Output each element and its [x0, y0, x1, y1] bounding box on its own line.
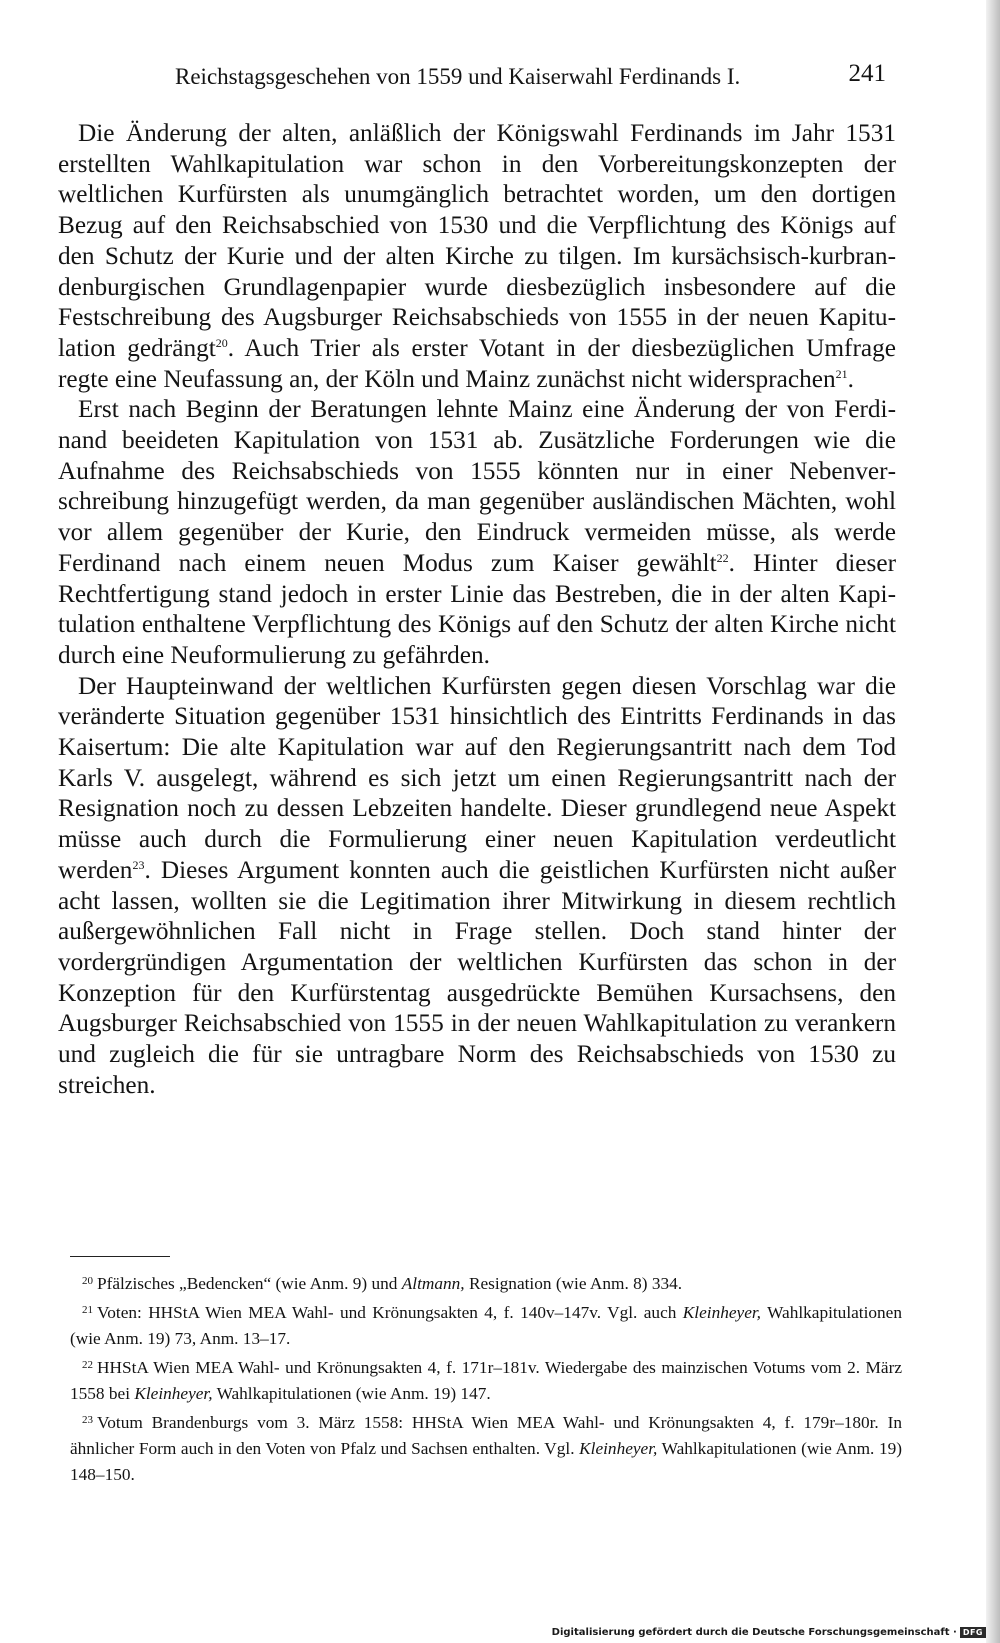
- footnote-text: Pfälzisches „Bedencken“ (wie Anm. 9) und: [97, 1274, 402, 1293]
- footnote-23: [70, 1407, 902, 1488]
- footnote-author: Kleinheyer,: [134, 1384, 213, 1403]
- footnote-number: 20: [82, 1275, 93, 1287]
- footnote-21: [70, 1297, 902, 1352]
- paragraph-text: Erst nach Beginn der Beratungen lehnte Mainz eine Änderung der von Ferdinand beeideten Kapitulation von 1531 ab. Zusätzliche Forderungen wie die Aufnahme des Reichsabschieds von 1555 könnten nur in einer Nebenverschreibung hinzugefügt werden, da man gegenüber ausländischen Mächten, wohl vor allem gegenüber der Kurie, den Eindruck vermeiden müsse, als werde Ferdinand nach einem neuen Modus zum Kaiser gewählt: [58, 395, 896, 577]
- page-number: 241: [848, 60, 886, 87]
- footnote-ref-21[interactable]: 21: [835, 366, 848, 381]
- footnotes: [70, 1268, 902, 1488]
- footnote-text: Votum Brandenburgs vom 3. März 1558: HHStA Wien MEA Wahl- und Krönungsakten 4, f. 179r–180r. In ähnlicher Form auch in den Voten von Pfalz und Sachsen enthalten. Vgl.: [70, 1413, 902, 1458]
- footnote-number: 23: [82, 1414, 93, 1426]
- footnote-ref-23[interactable]: 23: [132, 857, 145, 872]
- paragraph-text: . Auch Trier als erster Votant in der diesbezüglichen Umfrage regte eine Neufassung an, der Köln und Mainz zunächst nicht widersprachen: [58, 333, 896, 393]
- paragraph-text: .: [847, 364, 854, 393]
- footnote-20: [70, 1268, 902, 1297]
- footnote-text: Wahlkapitulationen (wie Anm. 19) 147.: [212, 1384, 491, 1403]
- footnote-text: Voten: HHStA Wien MEA Wahl- und Krönungsakten 4, f. 140v–147v. Vgl. auch: [97, 1303, 683, 1322]
- paragraph-3: [58, 671, 896, 1101]
- paragraph-text: . Hinter dieser Rechtfertigung stand jedoch in erster Linie das Bestreben, die in der alten Kapitulation enthaltene Verpflichtung des Königs auf den Schutz der alten Kirche nicht durch eine Neuformulierung zu gefährden.: [58, 548, 896, 669]
- footnote-divider: [70, 1256, 170, 1257]
- running-header: [58, 58, 886, 92]
- footnote-ref-20[interactable]: 20: [215, 335, 228, 350]
- paragraph-1: [58, 118, 896, 394]
- main-text: [58, 118, 896, 1101]
- paragraph-text: Der Haupteinwand der weltlichen Kurfürsten gegen diesen Vorschlag war die veränderte Situation gegenüber 1531 hinsichtlich des Eintritts Ferdinands in das Kaisertum: Die alte Kapitulation war auf den Regierungsantritt nach dem Tod Karls V. ausgelegt, während es sich jetzt um einen Regierungsantritt nach der Resignation noch zu dessen Lebzeiten handelte. Dieser grundlegend neue Aspekt müsse auch durch die Formulierung einer neuen Kapitulation verdeutlicht werden: [58, 671, 896, 884]
- footnote-text: Wahlkapitulationen (wie Anm. 19) 148–150.: [70, 1439, 902, 1484]
- footnote-text: HHStA Wien MEA Wahl- und Krönungsakten 4, f. 171r–181v. Wiedergabe des mainzischen Votums vom 2. März 1558 bei: [70, 1358, 902, 1403]
- footnote-ref-22[interactable]: 22: [716, 550, 729, 565]
- paragraph-text: Die Änderung der alten, anläßlich der Königswahl Ferdinands im Jahr 1531 erstellten Wahlkapitulation war schon in den Vorbereitungskonzepten der weltlichen Kurfürsten als unumgänglich betrachtet worden, um den dortigen Bezug auf den Reichsabschied von 1530 und die Verpflichtung des Königs auf den Schutz der Kurie und der alten Kirche zu tilgen. Im kursächsisch-kurbrandenburgischen Grundlagenpapier wurde diesbezüglich insbesondere auf die Festschreibung des Augsburger Reichsabschieds von 1555 in der neuen Kapitulation gedrängt: [58, 119, 896, 362]
- scan-page-edge: [986, 0, 1000, 1643]
- footnote-text: Resignation (wie Anm. 8) 334.: [464, 1274, 683, 1293]
- paragraph-text: . Dieses Argument konnten auch die geistlichen Kurfürsten nicht außer acht lassen, wollten sie die Legitimation ihrer Mitwirkung in diesem rechtlich außergewöhnlichen Fall nicht in Frage stellen. Doch stand hinter der vordergründigen Argumentation der weltlichen Kurfürsten das schon in der Konzeption für den Kurfürstentag ausgedrückte Bemühen Kursachsens, den Augsburger Reichsabschied von 1555 in der neuen Wahlkapitulation zu verankern und zugleich die für sie untragbare Norm des Reichsabschieds von 1530 zu streichen.: [58, 855, 896, 1099]
- footnote-author: Altmann,: [401, 1274, 465, 1293]
- digitization-credit-text: Digitalisierung gefördert durch die Deutsche Forschungsgemeinschaft ·: [551, 1626, 957, 1638]
- digitization-credit: [552, 1624, 986, 1640]
- footnote-text: Wahlkapitulationen (wie Anm. 19) 73, Anm. 13–17.: [70, 1303, 902, 1348]
- footnote-author: Kleinheyer,: [579, 1439, 658, 1458]
- paragraph-2: [58, 394, 896, 670]
- footnote-22: [70, 1352, 902, 1407]
- footnote-number: 21: [82, 1304, 93, 1316]
- footnote-author: Kleinheyer,: [682, 1303, 762, 1322]
- running-title: Reichstagsgeschehen von 1559 und Kaiserwahl Ferdinands I.: [175, 64, 741, 89]
- footnote-number: 22: [82, 1359, 93, 1371]
- dfg-logo-icon: DFG: [960, 1627, 986, 1638]
